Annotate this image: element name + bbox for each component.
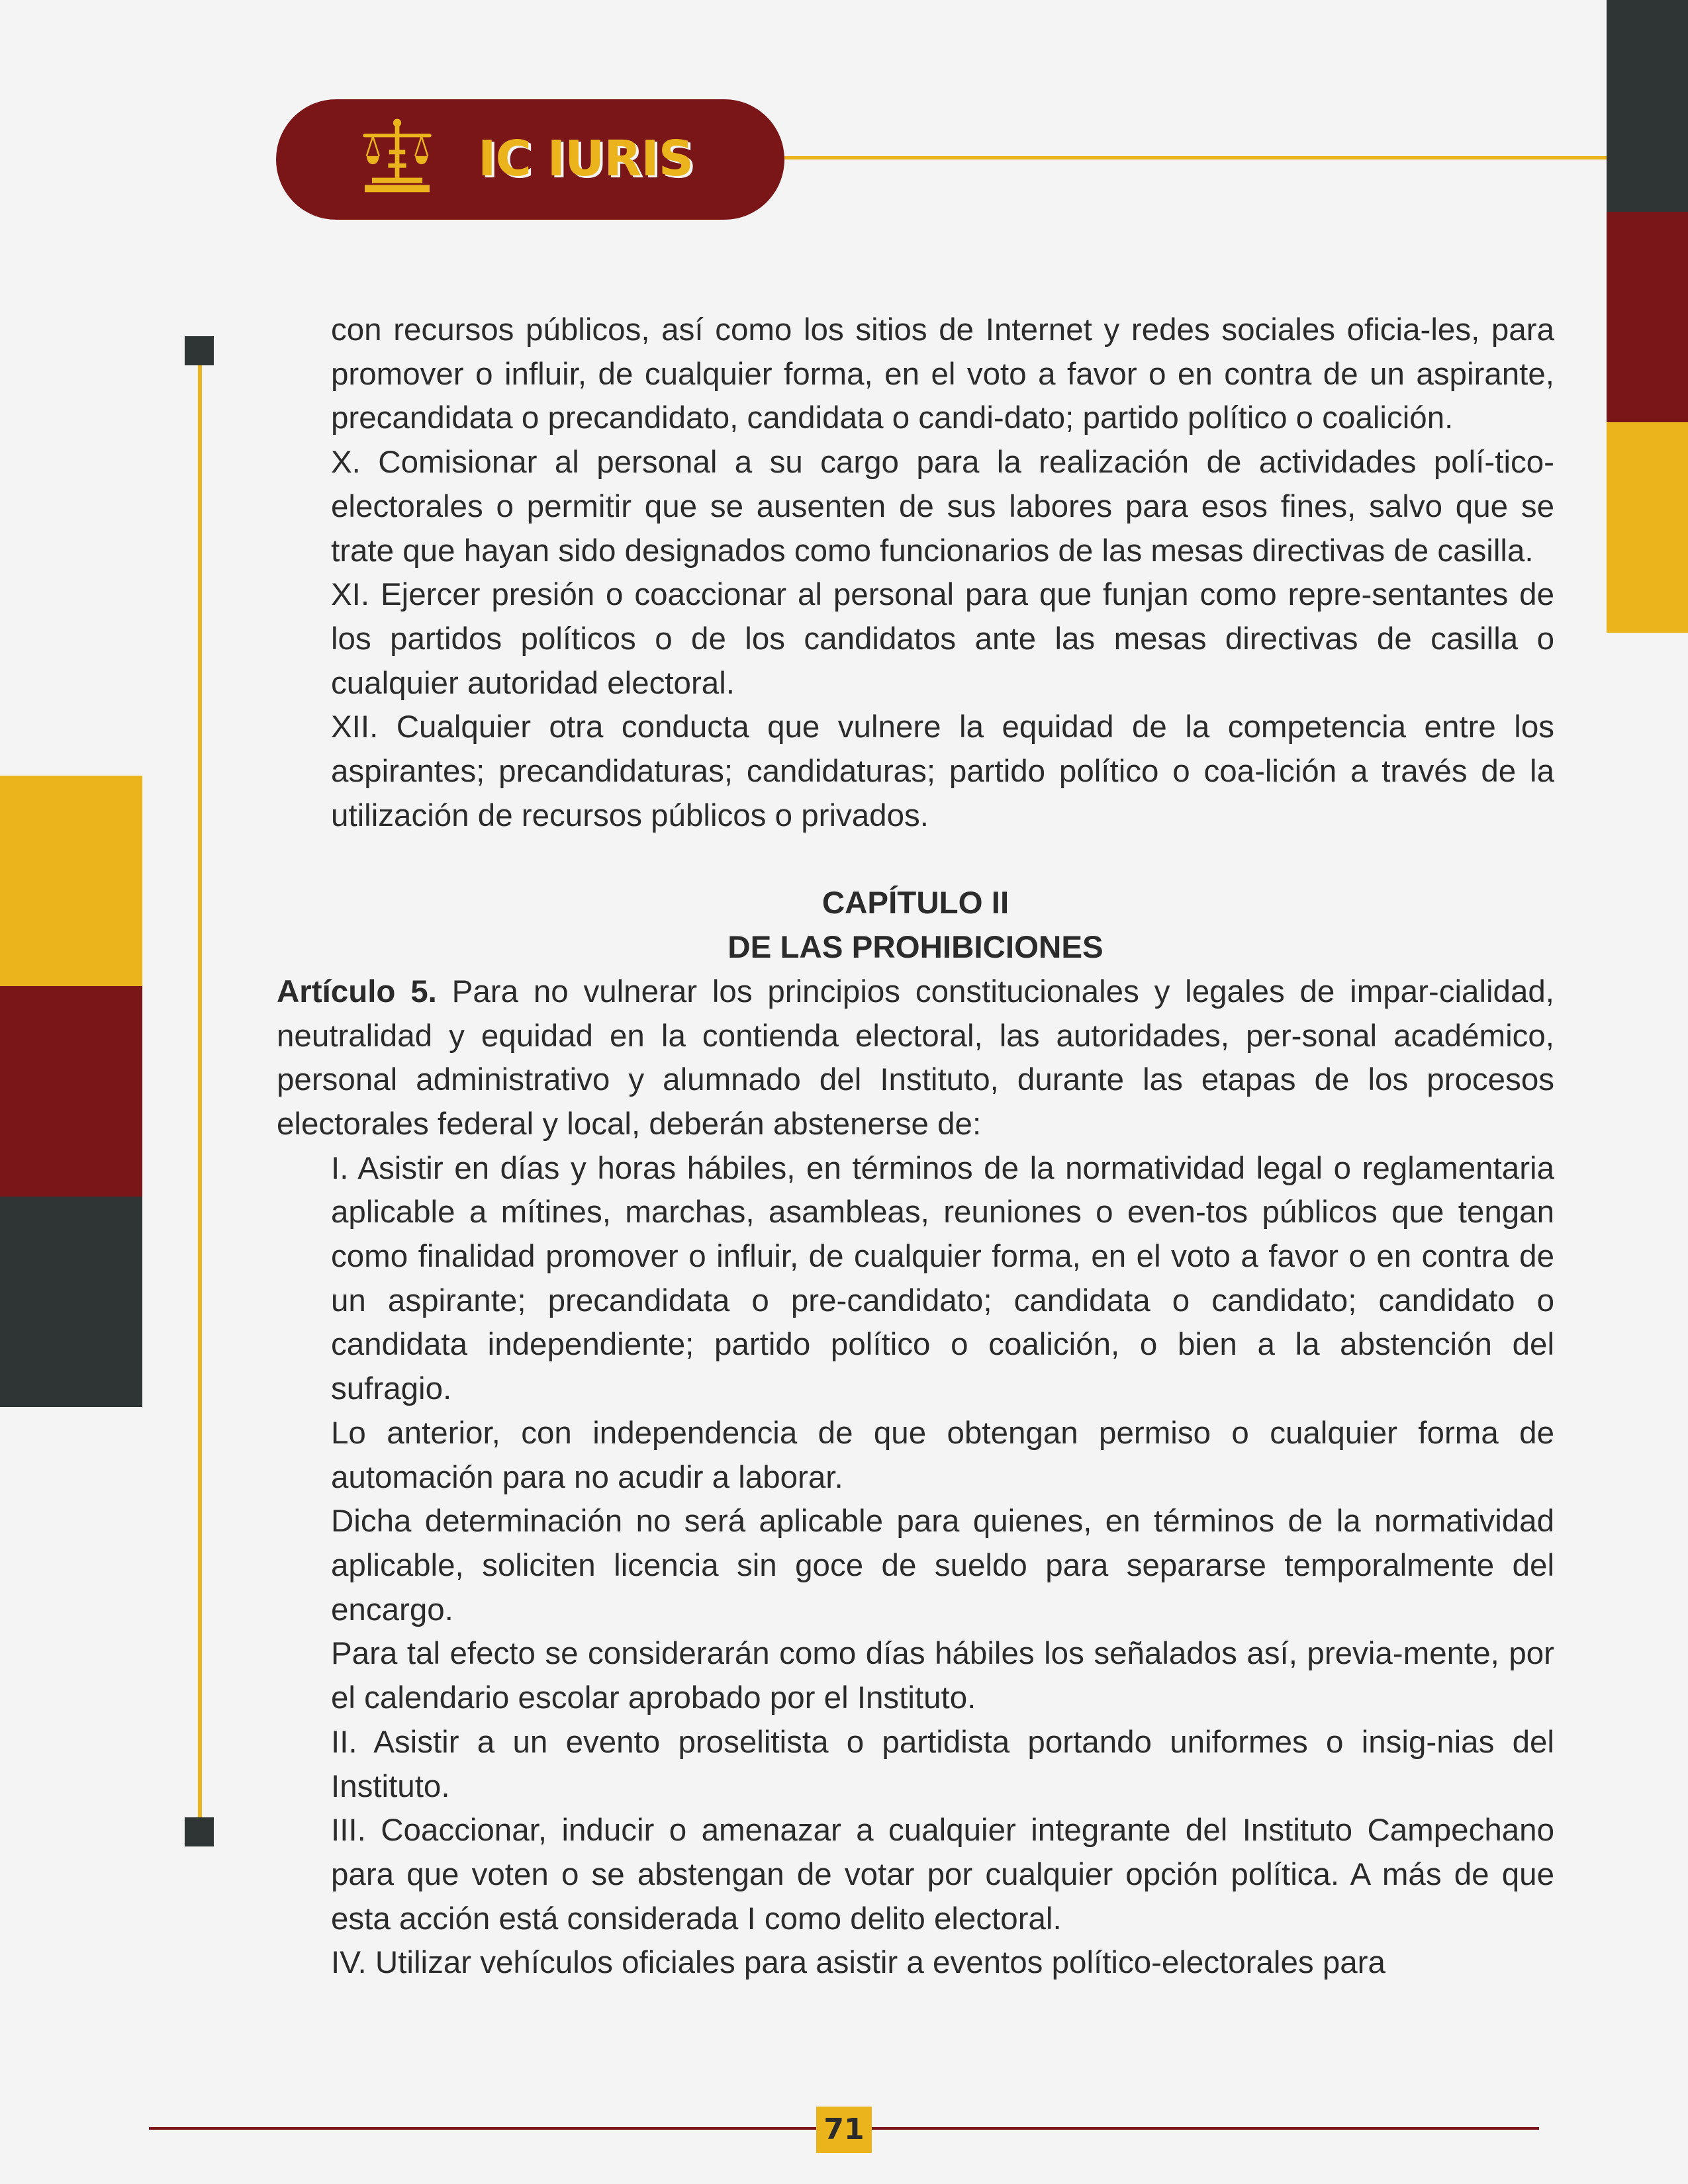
list-item: IV. Utilizar vehículos oficiales para asistir a eventos político-electorales para <box>331 1945 1385 1981</box>
article-label: Artículo 5. <box>277 974 437 1009</box>
article-paragraph <box>277 970 1554 1147</box>
brand-name: IC IURIS <box>478 130 694 187</box>
document-body <box>277 308 1554 1985</box>
list-item: Dicha determinación no será aplicable para quienes, en términos de la normatividad aplicable, soliciten licencia sin goce de sueldo para separarse temporalmente del encargo. <box>331 1504 1554 1627</box>
left-red-block <box>0 986 142 1197</box>
section-spacer <box>277 838 1554 882</box>
right-dark-block <box>1607 0 1688 212</box>
continuation-paragraph: con recursos públicos, así como los sitios de Internet y redes sociales oficia-les, para promover o influir, de cualquier forma, en el voto a favor o en contra de un aspirante, precandidata o precandidato, candidata o candi-dato; partido político o coalición. <box>331 312 1554 436</box>
timeline-marker-top <box>185 336 214 365</box>
right-red-block <box>1607 212 1688 422</box>
chapter-title: DE LAS PROHIBICIONES <box>727 930 1103 966</box>
left-yellow-block <box>0 776 142 986</box>
scales-of-justice-icon <box>352 114 442 204</box>
list-item: III. Coaccionar, inducir o amenazar a cualquier integrante del Instituto Campechano para que voten o se abstengan de votar por cualquier opción política. A más de que esta acción está considerada I como delito electoral. <box>331 1813 1554 1936</box>
left-dark-block <box>0 1197 142 1407</box>
right-yellow-block <box>1607 422 1688 633</box>
header-rule <box>781 156 1607 159</box>
timeline-marker-bottom <box>185 1817 214 1846</box>
list-item: Para tal efecto se considerarán como días hábiles los señalados así, previa-mente, por el calendario escolar aprobado por el Instituto. <box>331 1636 1554 1716</box>
brand-logo <box>276 99 784 220</box>
list-item: Lo anterior, con independencia de que obtengan permiso o cualquier forma de automación para no acudir a laborar. <box>331 1415 1554 1495</box>
list-item: I. Asistir en días y horas hábiles, en términos de la normatividad legal o reglamentaria aplicable a mítines, marchas, asambleas, reuniones o even-tos públicos que tengan como finalidad promover o influir, de cualquier forma, en el voto a favor o en contra de un aspirante; precandidata o pre-candidato; candidata o candidato; candidato o candidata independiente; partido político o coalición, o bien a la abstención del sufragio. <box>331 1150 1554 1407</box>
list-item: II. Asistir a un evento proselitista o partidista portando uniformes o insig-nias del Instituto. <box>331 1724 1554 1804</box>
chapter-number: CAPÍTULO II <box>821 886 1009 921</box>
list-item: XI. Ejercer presión o coaccionar al personal para que funjan como repre-sentantes de los partidos políticos o de los candidatos ante las mesas directivas de casilla o cualquier autoridad electoral. <box>331 577 1554 701</box>
list-item: XII. Cualquier otra conducta que vulnere la equidad de la competencia entre los aspirantes; precandidaturas; candidaturas; partido político o coa-lición a través de la utilización de recursos públicos o privados. <box>331 709 1554 833</box>
page-number: 71 <box>816 2107 872 2153</box>
article-text: Para no vulnerar los principios constitucionales y legales de impar-cialidad, neutralidad y equidad en la contienda electoral, las autoridades, per-sonal académico, personal administrativo y alumnado del Instituto, durante las etapas de los procesos electorales federal y local, deberán abstenerse de: <box>277 974 1555 1142</box>
timeline-line <box>198 363 202 1817</box>
list-item: X. Comisionar al personal a su cargo para la realización de actividades polí-tico-electorales o permitir que se ausenten de sus labores para esos fines, salvo que se trate que hayan sido designados como funcionarios de las mesas directivas de casilla. <box>331 445 1554 569</box>
